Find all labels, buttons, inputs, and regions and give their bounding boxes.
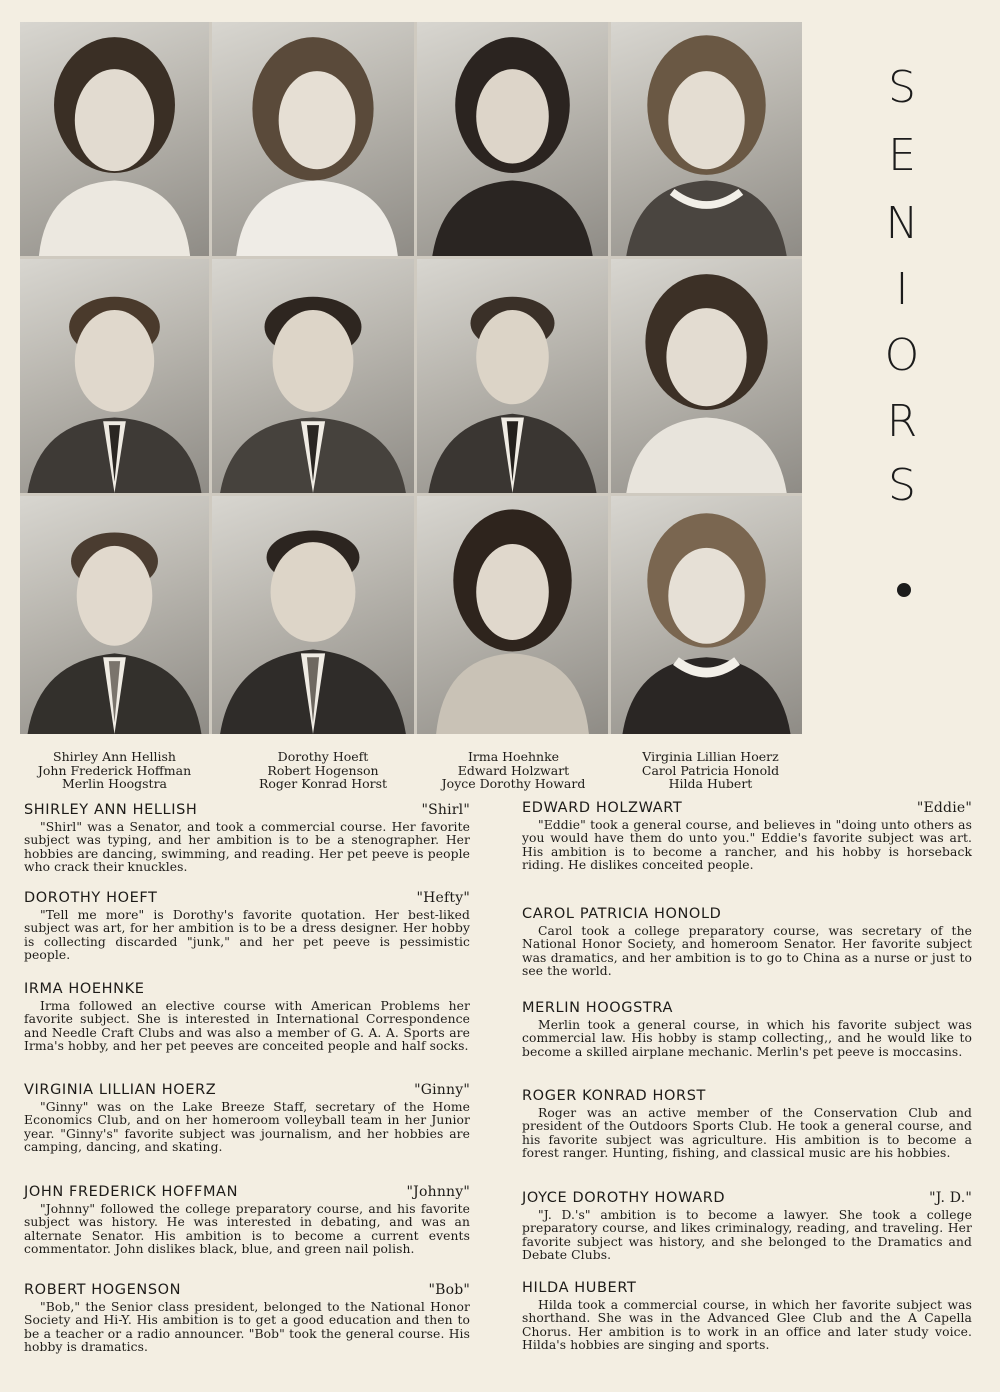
bio-joyce-dorothy-howard [522, 1192, 972, 1263]
portrait-hilda-hubert [611, 496, 802, 734]
bio-nickname: "Ginny" [414, 1082, 470, 1098]
bio-irma-hoehnke [24, 983, 470, 1054]
bio-name: ROBERT HOGENSON [24, 1282, 182, 1298]
caption-name: Shirley Ann Hellish [53, 749, 176, 764]
caption-name: Roger Konrad Horst [258, 776, 388, 791]
bio-hilda-hubert [522, 1282, 972, 1353]
title-letter-n: N [885, 198, 919, 249]
bio-name: MERLIN HOOGSTRA [522, 1000, 673, 1016]
caption-name: Joyce Dorothy Howard [441, 776, 586, 791]
portrait-grid [20, 22, 802, 734]
bio-nickname: "Hefty" [416, 890, 470, 906]
bio-text: "Ginny" was on the Lake Breeze Staff, secretary of the Home Economics Club, and on her homeroom volleyball team in her Junior year. "Ginny's" favorite subject was journalism, and her hobbies are camping, dancing, and skating. [24, 1099, 470, 1155]
title-letter-s2: S [888, 460, 916, 511]
portrait-dorothy-hoeft [212, 22, 414, 256]
bio-name: JOYCE DOROTHY HOWARD [522, 1190, 726, 1206]
bio-name: DOROTHY HOEFT [24, 890, 158, 906]
bio-nickname: "J. D." [929, 1190, 972, 1206]
title-letter-e: E [888, 130, 916, 181]
bio-name: SHIRLEY ANN HELLISH [24, 802, 198, 818]
bio-text: "Shirl" was a Senator, and took a commercial course. Her favorite subject was typing, and her ambition is to be a stenographer. Her hobbies are dancing, swimming, and reading. Her pet peeve is people who crack their knuckles. [24, 819, 470, 875]
bio-roger-konrad-horst [522, 1090, 972, 1161]
bio-name: EDWARD HOLZWART [522, 800, 683, 816]
bio-name: IRMA HOEHNKE [24, 981, 145, 997]
caption-name: Irma Hoehnke [467, 749, 560, 764]
portrait-robert-hogenson [212, 259, 414, 493]
portrait-roger-konrad-horst [212, 496, 414, 734]
portrait-john-frederick-hoffman [20, 259, 209, 493]
bio-text: Hilda took a commercial course, in which her favorite subject was shorthand. She was in the Advanced Glee Club and the A Capella Chorus. Her ambition is to work in an office and later study voice. Hilda's hobbies are singing and sports. [522, 1297, 972, 1353]
bio-shirley-ann-hellish [24, 804, 470, 875]
portrait-virginia-lillian-hoerz [611, 22, 802, 256]
bio-text: Roger was an active member of the Conservation Club and president of the Outdoors Sports Club. He took a general course, and his favorite subject was agriculture. His ambition is to become a forest ranger. Hunting, fishing, and classical music are his hobbies. [522, 1105, 972, 1161]
bio-text: "Tell me more" is Dorothy's favorite quotation. Her best-liked subject was art, for her ambition is to be a dress designer. Her hobby is collecting discarded "junk," and her pet peeve is pessimistic people. [24, 907, 470, 963]
title-letter-o: O [884, 330, 920, 381]
bio-nickname: "Bob" [428, 1282, 470, 1298]
caption-column-1 [20, 750, 209, 791]
caption-name: Dorothy Hoeft [277, 749, 369, 764]
title-bullet [897, 583, 911, 597]
caption-name: Edward Holzwart [457, 762, 570, 778]
bio-name: ROGER KONRAD HORST [522, 1088, 706, 1104]
caption-name: Virginia Lillian Hoerz [642, 749, 779, 764]
portrait-shirley-ann-hellish [20, 22, 209, 256]
portrait-carol-patricia-honold [611, 259, 802, 493]
portrait-irma-hoehnke [417, 22, 608, 256]
bio-dorothy-hoeft [24, 892, 470, 963]
bio-nickname: "Johnny" [406, 1184, 470, 1200]
portrait-joyce-dorothy-howard [417, 496, 608, 734]
bio-virginia-lillian-hoerz [24, 1084, 470, 1155]
bio-text: Irma followed an elective course with American Problems her favorite subject. She is interested in International Correspondence and Needle Craft Clubs and was also a member of G. A. A. Sports are Irma's hobby, and her pet peeves are conceited people and half socks. [24, 998, 470, 1054]
bio-name: VIRGINIA LILLIAN HOERZ [24, 1082, 217, 1098]
caption-name: Merlin Hoogstra [61, 776, 167, 791]
portrait-edward-holzwart [417, 259, 608, 493]
bio-text: Carol took a college preparatory course, was secretary of the National Honor Society, and homeroom Senator. Her favorite subject was dramatics, and her ambition is to go to China as a nurse or just to see the world. [522, 923, 972, 979]
bio-text: "Johnny" followed the college preparatory course, and his favorite subject was history. He was interested in debating, and was an alternate Senator. His ambition is to become a current events commentator. John dislikes black, blue, and green nail polish. [24, 1201, 470, 1257]
caption-column-2 [222, 750, 424, 791]
title-letter-i: I [895, 264, 909, 315]
title-letter-s1: S [888, 62, 916, 113]
bio-name: CAROL PATRICIA HONOLD [522, 906, 722, 922]
bio-merlin-hoogstra [522, 1002, 972, 1059]
caption-name: Robert Hogenson [267, 762, 379, 778]
bio-john-frederick-hoffman [24, 1186, 470, 1257]
bio-text: "J. D.'s" ambition is to become a lawyer. She took a college preparatory course, and likes criminalogy, reading, and traveling. Her favorite subject was history, and she belonged to the Dramatics and Debate Clubs. [522, 1207, 972, 1263]
bio-nickname: "Shirl" [421, 802, 470, 818]
bio-edward-holzwart [522, 802, 972, 873]
caption-name: Carol Patricia Honold [641, 762, 780, 778]
title-letter-r: R [886, 396, 918, 447]
portrait-merlin-hoogstra [20, 496, 209, 734]
bio-robert-hogenson [24, 1284, 470, 1355]
bio-carol-patricia-honold [522, 908, 972, 979]
caption-column-4 [615, 750, 806, 791]
bio-text: "Eddie" took a general course, and believes in "doing unto others as you would have them do unto you." Eddie's favorite subject was art. His ambition is to become a rancher, and his hobby is horseback riding. He dislikes conceited people. [522, 817, 972, 873]
bio-text: Merlin took a general course, in which his favorite subject was commercial law. His hobby is stamp collecting,, and he would like to become a skilled airplane mechanic. Merlin's pet peeve is moccasins. [522, 1017, 972, 1059]
bio-name: JOHN FREDERICK HOFFMAN [24, 1184, 239, 1200]
bio-text: "Bob," the Senior class president, belonged to the National Honor Society and Hi-Y. His ambition is to get a good education and then to be a teacher or a radio announcer. "Bob" took the general course. His hobby is dramatics. [24, 1299, 470, 1355]
caption-name: Hilda Hubert [668, 776, 753, 791]
caption-column-3 [418, 750, 609, 791]
caption-name: John Frederick Hoffman [37, 762, 192, 778]
bio-name: HILDA HUBERT [522, 1280, 637, 1296]
bio-nickname: "Eddie" [916, 800, 972, 816]
